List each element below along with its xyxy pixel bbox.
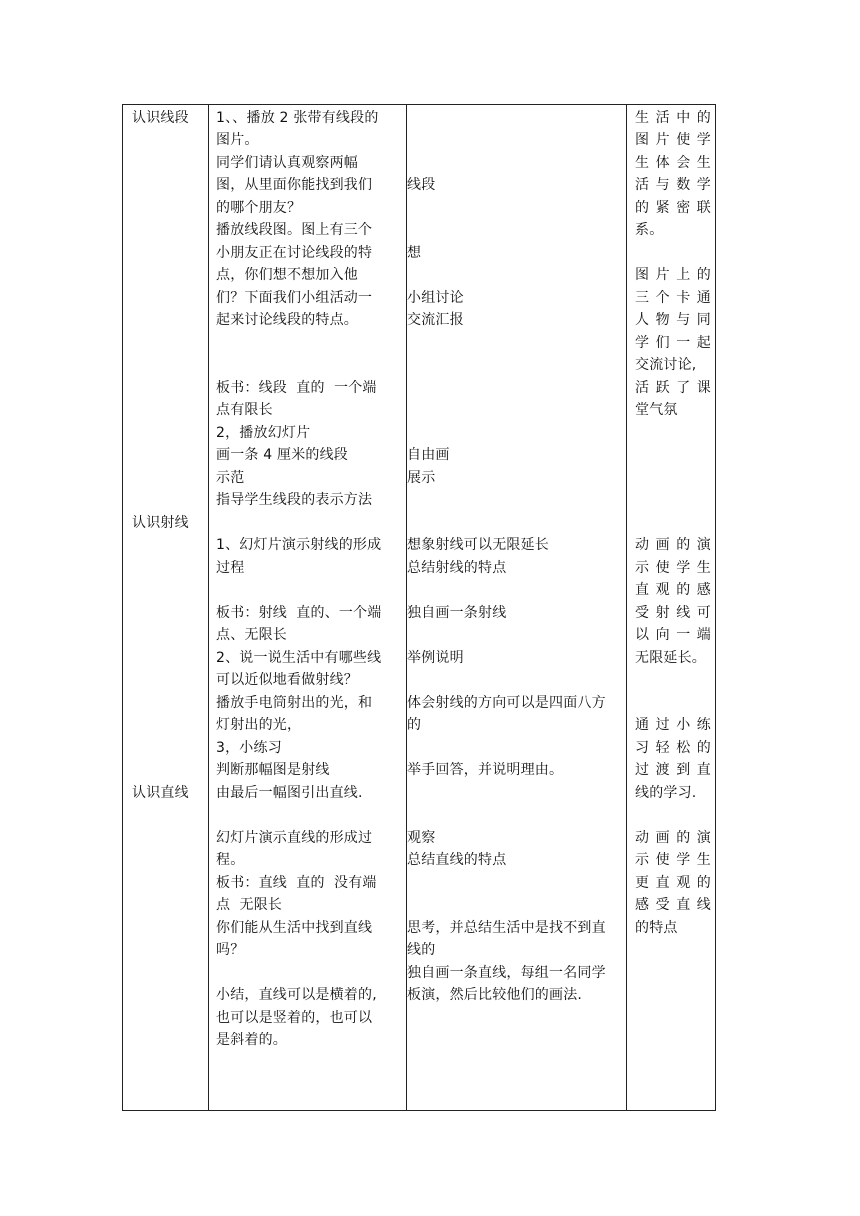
intent-text: 无限延长。 xyxy=(635,650,706,666)
teacher-text: 小朋友正在讨论线段的特 xyxy=(216,245,373,261)
teacher-text: 同学们请认真观察两幅 xyxy=(216,155,358,171)
teacher-text: 的哪个朋友？ xyxy=(216,200,302,216)
student-text: 独自画一条射线 xyxy=(407,605,507,621)
teacher-text: 1、、播放 2 张带有线段的 xyxy=(216,110,379,126)
intent-text: 直观的感 xyxy=(635,582,711,598)
teacher-text: 点，你们想不想加入他 xyxy=(216,267,358,283)
student-text: 独自画一条直线，每组一名同学 xyxy=(407,965,606,981)
teacher-text: 点有限长 xyxy=(216,402,273,418)
intent-text: 生体会生 xyxy=(635,155,711,171)
intent-text: 交流讨论, xyxy=(635,357,697,373)
intent-text: 线的学习. xyxy=(635,785,697,801)
teacher-text: 也可以是竖着的，也可以 xyxy=(216,1010,373,1026)
intent-text: 三个卡通 xyxy=(635,290,711,306)
teacher-text: 播放手电筒射出的光，和 xyxy=(216,695,373,711)
student-text: 想 xyxy=(407,245,422,261)
intent-text: 图片上的 xyxy=(635,267,711,283)
intent-text: 通过小练 xyxy=(635,717,711,733)
intent-text: 堂气氛 xyxy=(635,402,678,418)
teacher-text: 图片。 xyxy=(216,132,259,148)
student-text: 举例说明 xyxy=(407,650,464,666)
teacher-text: 2、说一说生活中有哪些线 xyxy=(216,650,382,666)
teacher-text: 程。 xyxy=(216,852,245,868)
intent-text: 动画的演 xyxy=(635,830,711,846)
intent-text: 习轻松的 xyxy=(635,740,711,756)
teacher-text: 图，从里面你能找到我们 xyxy=(216,177,373,193)
teacher-text: 点 无限长 xyxy=(216,897,283,913)
teacher-text: 可以近似地看做射线？ xyxy=(216,672,358,688)
teacher-text: 1、幻灯片演示射线的形成 xyxy=(216,537,382,553)
student-text: 总结直线的特点 xyxy=(407,852,507,868)
student-text: 观察 xyxy=(407,830,436,846)
student-text: 展示 xyxy=(407,470,436,486)
topic-column xyxy=(123,105,208,1110)
lesson-plan-table xyxy=(122,104,716,1111)
intent-text: 动画的演 xyxy=(635,537,711,553)
intent-text: 活跃了课 xyxy=(635,380,711,396)
teacher-text: 示范 xyxy=(216,470,245,486)
intent-text: 系。 xyxy=(635,222,664,238)
student-activity-column xyxy=(407,105,626,1110)
student-text: 交流汇报 xyxy=(407,312,464,328)
teacher-text: 板书：线段 直的 一个端 xyxy=(216,380,377,396)
teacher-text: 3，小练习 xyxy=(216,740,282,756)
intent-text: 活与数学 xyxy=(635,177,711,193)
teacher-text: 画一条 4 厘米的线段 xyxy=(216,447,349,463)
teacher-text: 板书：射线 直的、一个端 xyxy=(216,605,382,621)
intent-text: 的特点 xyxy=(635,920,678,936)
intent-text: 示使学生 xyxy=(635,852,711,868)
intent-text: 学们一起 xyxy=(635,335,711,351)
teacher-text: 播放线段图。图上有三个 xyxy=(216,222,373,238)
intent-text: 感受直线 xyxy=(635,897,711,913)
teacher-text: 小结，直线可以是横着的, xyxy=(216,987,377,1003)
teacher-text: 灯射出的光， xyxy=(216,717,302,733)
teacher-activity-column xyxy=(209,105,406,1110)
student-text: 想象射线可以无限延长 xyxy=(407,537,549,553)
student-text: 自由画 xyxy=(407,447,450,463)
student-text: 小组讨论 xyxy=(407,290,464,306)
intent-text: 以向一端 xyxy=(635,627,711,643)
teacher-text: 幻灯片演示直线的形成过 xyxy=(216,830,373,846)
intent-text: 示使学生 xyxy=(635,560,711,576)
topic-ray: 认识射线 xyxy=(132,515,189,531)
teacher-text: 指导学生线段的表示方法 xyxy=(216,492,373,508)
student-text: 板演，然后比较他们的画法. xyxy=(407,987,583,1003)
teacher-text: 判断那幅图是射线 xyxy=(216,762,330,778)
intent-text: 图片使学 xyxy=(635,132,711,148)
teacher-text: 点、无限长 xyxy=(216,627,287,643)
student-text: 思考，并总结生活中是找不到直 xyxy=(407,920,606,936)
student-text: 举手回答，并说明理由。 xyxy=(407,762,564,778)
teacher-text: 们？下面我们小组活动一 xyxy=(216,290,373,306)
teacher-text: 板书：直线 直的 没有端 xyxy=(216,875,377,891)
student-text: 的 xyxy=(407,717,422,733)
intent-text: 更直观的 xyxy=(635,875,711,891)
intent-text: 的紧密联 xyxy=(635,200,711,216)
topic-segment: 认识线段 xyxy=(132,110,189,126)
teacher-text: 2，播放幻灯片 xyxy=(216,425,311,441)
teacher-text: 由最后一幅图引出直线. xyxy=(216,785,363,801)
teacher-text: 是斜着的。 xyxy=(216,1032,287,1048)
design-intent-column xyxy=(627,105,715,1110)
topic-line: 认识直线 xyxy=(132,785,189,801)
teacher-text: 起来讨论线段的特点。 xyxy=(216,312,358,328)
student-text: 线段 xyxy=(407,177,436,193)
student-text: 体会射线的方向可以是四面八方 xyxy=(407,695,606,711)
intent-text: 过渡到直 xyxy=(635,762,711,778)
intent-text: 人物与同 xyxy=(635,312,711,328)
teacher-text: 吗？ xyxy=(216,942,245,958)
teacher-text: 过程 xyxy=(216,560,245,576)
student-text: 线的 xyxy=(407,942,436,958)
intent-text: 受射线可 xyxy=(635,605,711,621)
student-text: 总结射线的特点 xyxy=(407,560,507,576)
intent-text: 生活中的 xyxy=(635,110,711,126)
teacher-text: 你们能从生活中找到直线 xyxy=(216,920,373,936)
